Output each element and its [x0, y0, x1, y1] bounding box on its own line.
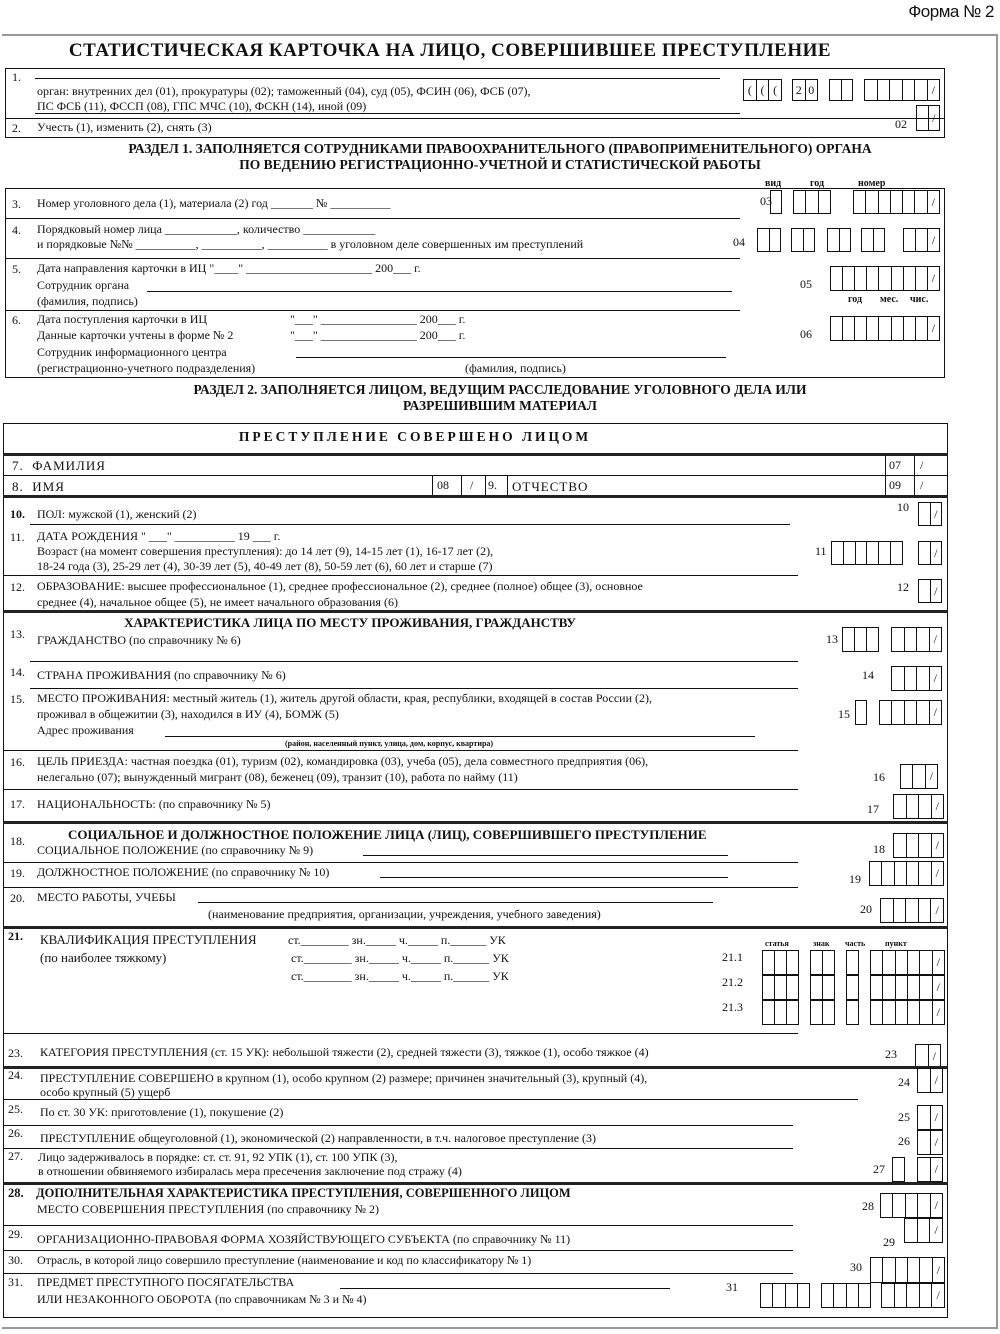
field-28-text1: ДОПОЛНИТЕЛЬНАЯ ХАРАКТЕРИСТИКА ПРЕСТУПЛЕНИЯ, СОВЕРШЕННОГО ЛИЦОМ [36, 1186, 571, 1200]
field-26-text: ПРЕСТУПЛЕНИЕ общеуголовной (1), экономической (2) направленности, в т.ч. налоговое преступление (3) [40, 1131, 597, 1145]
field-30-text: Отрасль, в которой лицо совершило преступление (наименование и код по классификатору № 1) [37, 1253, 532, 1267]
field-23-cells[interactable]: / [915, 1044, 941, 1068]
divider [30, 688, 798, 689]
field-8-code: 08 [437, 478, 449, 492]
field-13-num: 13. [10, 627, 25, 641]
field-30-code: 30 [850, 1260, 862, 1274]
field-11-text2: Возраст (на момент совершения преступления): до 14 лет (9), 14-15 лет (1), 16-17 лет (2), [37, 544, 494, 558]
field-1-code-a[interactable] [829, 79, 853, 101]
section-2-line1: РАЗДЕЛ 2. ЗАПОЛНЯЕТСЯ ЛИЦОМ, ВЕДУЩИМ РАССЛЕДОВАНИЕ УГОЛОВНОГО ДЕЛА ИЛИ [193, 382, 807, 397]
divider [5, 310, 740, 311]
field-19-num: 19. [10, 866, 25, 880]
divider [3, 750, 798, 751]
divider [3, 610, 948, 613]
divider [3, 1148, 793, 1149]
field-27-cells-a[interactable] [892, 1157, 905, 1182]
field-10-cells[interactable]: / [918, 502, 942, 526]
divider [3, 1273, 793, 1274]
field-11-num: 11. [10, 530, 25, 544]
field-5-text2: Сотрудник органа [37, 278, 130, 292]
field-21-text1: КВАЛИФИКАЦИЯ ПРЕСТУПЛЕНИЯ [40, 932, 257, 947]
field-15-cells-b[interactable]: / [879, 700, 942, 725]
field-25-cells[interactable]: / [917, 1105, 943, 1130]
field-24-text2: особо крупный (5) ущерб [40, 1085, 171, 1099]
field-14-num: 14. [10, 665, 25, 679]
field-2-text: Учесть (1), изменить (2), снять (3) [37, 120, 212, 134]
field-10-code: 10 [897, 500, 909, 514]
field-27-cells-b[interactable]: / [917, 1157, 943, 1182]
divider [5, 258, 740, 259]
section-1-line1: РАЗДЕЛ 1. ЗАПОЛНЯЕТСЯ СОТРУДНИКАМИ ПРАВООХРАНИТЕЛЬНОГО (ПРАВОПРИМЕНИТЕЛЬНОГО) ОРГАНА [128, 141, 872, 156]
field-4-cells-5[interactable]: / [903, 228, 940, 252]
field-12-code: 12 [897, 580, 909, 594]
field-19-input[interactable] [380, 877, 728, 878]
field-6-text1: Дата поступления карточки в ИЦ [37, 312, 208, 326]
field-12-text2: среднее (4), начальное общее (5), не имеет начального образования (6) [37, 595, 398, 609]
field-18-num: 18. [10, 834, 25, 848]
field-7-input[interactable]: / [920, 458, 924, 472]
field-17-text: НАЦИОНАЛЬНОСТЬ: (по справочнику № 5) [37, 797, 271, 811]
divider [3, 789, 798, 790]
field-17-num: 17. [10, 797, 25, 811]
field-15-hint: (район, населенный пункт, улица, дом, корпус, квартира) [285, 739, 494, 748]
field-11-age-cells[interactable]: / [918, 541, 942, 565]
field-21-article-2[interactable]: ст.________ зн._____ ч._____ п.______ УК [291, 951, 509, 965]
field-19-text: ДОЛЖНОСТНОЕ ПОЛОЖЕНИЕ (по справочнику № 10) [37, 865, 330, 879]
field-15-text2: проживал в общежитии (3), находился в ИУ (4), БОМЖ (5) [37, 707, 339, 721]
f5-caption-year: год [848, 294, 863, 305]
row-21-1-label: 21.1 [722, 950, 743, 964]
divider [3, 887, 798, 888]
field-2-cells[interactable]: / [916, 105, 940, 131]
field-7: 7. ФАМИЛИЯ [12, 458, 106, 473]
field-15-cells-a[interactable] [855, 700, 867, 725]
field-20-cells[interactable]: / [880, 898, 944, 923]
field-16-num: 16. [10, 755, 25, 769]
field-9-code: 09 [889, 478, 901, 492]
f3-header-type: вид [765, 178, 782, 189]
field-12-num: 12. [10, 580, 25, 594]
divider [3, 821, 948, 824]
field-9-label: ОТЧЕСТВО [512, 479, 589, 494]
field-30-cells[interactable]: / [870, 1257, 945, 1283]
field-18-code: 18 [873, 842, 885, 856]
divider [3, 926, 948, 929]
field-4-cells-4[interactable] [861, 228, 885, 252]
person-header: ПРЕСТУПЛЕНИЕ СОВЕРШЕНО ЛИЦОМ [238, 429, 592, 444]
divider [3, 1225, 793, 1226]
field-2-num: 2. [12, 121, 21, 135]
field-18-input[interactable] [363, 855, 728, 856]
field-11-text3: 18-24 года (3), 25-29 лет (4), 30-39 лет (5), 40-49 лет (8), 50-59 лет (6), 60 лет и старше (7) [37, 559, 493, 573]
field-3-code: 03 [760, 194, 772, 208]
row-21-2-article-cells[interactable] [762, 975, 799, 1000]
divider [30, 661, 798, 662]
field-6-text2: Данные карточки учтены в форме № 2 [37, 328, 234, 342]
field-18-text: СОЦИАЛЬНОЕ ПОЛОЖЕНИЕ (по справочнику № 9) [37, 843, 314, 857]
field-28-num: 28. [8, 1186, 24, 1200]
field-12-text1: ОБРАЗОВАНИЕ: высшее профессиональное (1), среднее профессиональное (2), среднее (полное) общее (3), основное [37, 579, 643, 593]
field-6-employee-input[interactable] [296, 357, 726, 358]
field-16-text1: ЦЕЛЬ ПРИЕЗДА: частная поездка (01), туризм (02), командировка (03), учеба (05), дела совместного предприятия (06), [37, 754, 649, 768]
field-15-num: 15. [10, 692, 25, 706]
field-27-num: 27. [8, 1149, 23, 1163]
field-30-num: 30. [8, 1253, 23, 1267]
field-15-code: 15 [838, 707, 850, 721]
row-21-1-point-cells[interactable]: / [870, 950, 945, 975]
field-11-code: 11 [815, 544, 827, 558]
field-25-text: По ст. 30 УК: приготовление (1), покушение (2) [40, 1105, 284, 1119]
field-21-num: 21. [8, 929, 23, 943]
field-15-text1: МЕСТО ПРОЖИВАНИЯ: местный житель (1), житель другой области, края, республики, входящей в состав России (2), [37, 691, 652, 705]
row-21-3-sign-cells[interactable] [810, 1000, 835, 1025]
field-25-code: 25 [898, 1110, 910, 1124]
row-21-2-point-cells[interactable]: / [870, 975, 945, 1000]
field-15-address-input[interactable] [165, 736, 755, 737]
field-4-cells-3[interactable] [827, 228, 851, 252]
f21-header-part: часть [845, 939, 866, 948]
field-17-cells[interactable]: / [893, 794, 944, 819]
f5-caption-day: чис. [910, 294, 929, 305]
field-21-article-1[interactable]: ст.________ зн._____ ч._____ п.______ УК [288, 933, 506, 947]
field-24-code: 24 [898, 1075, 910, 1089]
f3-header-number: номер [858, 178, 886, 189]
row-21-1-article-cells[interactable] [762, 950, 799, 975]
field-1-code-year[interactable]: 2 0 [792, 79, 818, 101]
field-26-cells[interactable]: / [917, 1130, 943, 1155]
field-24-text1: ПРЕСТУПЛЕНИЕ СОВЕРШЕНО в крупном (1), особо крупном (2) размере; причинен значительный (3), крупный (4), [40, 1071, 648, 1085]
field-5-num: 5. [12, 262, 21, 276]
divider [3, 862, 798, 863]
field-11-text1[interactable]: ДАТА РОЖДЕНИЯ " ___" __________ 19 ___ г. [37, 529, 281, 543]
subheader-residence: ХАРАКТЕРИСТИКА ЛИЦА ПО МЕСТУ ПРОЖИВАНИЯ, ГРАЖДАНСТВУ [124, 615, 576, 630]
field-14-code: 14 [862, 668, 874, 682]
divider [5, 118, 945, 119]
row-21-3-part-cells[interactable] [846, 1000, 859, 1025]
field-15-text3: Адрес проживания [37, 723, 134, 737]
field-20-text: МЕСТО РАБОТЫ, УЧЕБЫ [37, 890, 176, 904]
field-16-cells[interactable]: / [900, 764, 938, 789]
row-21-1-sign-cells[interactable] [810, 950, 835, 975]
section-1-line2: ПО ВЕДЕНИЮ РЕГИСТРАЦИОННО-УЧЕТНОЙ И СТАТИСТИЧЕСКОЙ РАБОТЫ [239, 157, 761, 172]
row-21-3-label: 21.3 [722, 1000, 743, 1014]
field-5-code: 05 [800, 277, 812, 291]
field-31-text2: ИЛИ НЕЗАКОННОГО ОБОРОТА (по справочникам № 3 и № 4) [37, 1292, 367, 1306]
field-6-date1[interactable]: "___" ________________ 200___ г. [290, 312, 466, 326]
row-21-1-part-cells[interactable] [846, 950, 859, 975]
field-3-text: Номер уголовного дела (1), материала (2) год _______ № __________ [37, 196, 391, 210]
field-1-code-b[interactable]: / [864, 79, 940, 101]
field-20-input[interactable] [198, 902, 713, 903]
f21-header-point: пункт [885, 939, 907, 948]
subheader-social: СОЦИАЛЬНОЕ И ДОЛЖНОСТНОЕ ПОЛОЖЕНИЕ ЛИЦА (ЛИЦ), СОВЕРШИВШЕГО ПРЕСТУПЛЕНИЕ [68, 827, 707, 842]
field-4-num: 4. [12, 223, 21, 237]
field-31-text1: ПРЕДМЕТ ПРЕСТУПНОГО ПОСЯГАТЕЛЬСТВА [37, 1275, 295, 1289]
field-23-code: 23 [885, 1047, 897, 1061]
field-31-cells-c[interactable]: / [881, 1283, 945, 1308]
row-21-2-label: 21.2 [722, 975, 743, 989]
field-28-text2: МЕСТО СОВЕРШЕНИЯ ПРЕСТУПЛЕНИЯ (по справочнику № 2) [37, 1202, 380, 1216]
field-1-code-organ[interactable]: ( ( ( [743, 79, 782, 101]
divider [3, 495, 948, 498]
divider [3, 1250, 793, 1251]
field-2-code: 02 [895, 117, 907, 131]
field-21-text2: (по наиболее тяжкому) [40, 950, 167, 965]
field-20-code: 20 [860, 902, 872, 916]
field-1-underline [35, 113, 740, 114]
field-31-num: 31. [8, 1275, 23, 1289]
document-title: СТАТИСТИЧЕСКАЯ КАРТОЧКА НА ЛИЦО, СОВЕРШИВШЕЕ ПРЕСТУПЛЕНИЕ [68, 40, 832, 61]
field-19-code: 19 [849, 872, 861, 886]
row-21-2-part-cells[interactable] [846, 975, 859, 1000]
field-24-num: 24. [8, 1068, 23, 1082]
field-6-num: 6. [12, 313, 21, 327]
divider [3, 1182, 948, 1185]
field-5-date-cells[interactable]: / [830, 266, 940, 291]
field-6-text4: (регистрационно-учетного подразделения) [37, 361, 256, 375]
field-14-cells[interactable]: / [891, 666, 942, 691]
field-29-code: 29 [883, 1235, 895, 1249]
field-6-text5: (фамилия, подпись) [465, 361, 566, 375]
form-number: Форма № 2 [908, 2, 994, 21]
field-25-num: 25. [8, 1102, 23, 1116]
section-2-line2: РАЗРЕШИВШИМ МАТЕРИАЛ [403, 398, 597, 413]
field-26-code: 26 [898, 1134, 910, 1148]
f5-caption-month: мес. [880, 294, 899, 305]
field-3-num: 3. [12, 197, 21, 211]
f3-header-year: год [810, 178, 825, 189]
divider [3, 1099, 858, 1100]
field-5-text1: Дата направления карточки в ИЦ "____" _____________________ 200___ г. [37, 261, 421, 275]
field-14-text: СТРАНА ПРОЖИВАНИЯ (по справочнику № 6) [37, 668, 286, 682]
field-20-hint: (наименование предприятия, организации, учреждения, учебного заведения) [208, 907, 601, 921]
field-1-text1: орган: внутренних дел (01), прокуратуры (02); таможенный (04), суд (05), ФСИН (06), ФСБ (07), [37, 84, 531, 98]
field-20-num: 20. [10, 891, 25, 905]
field-26-num: 26. [8, 1126, 23, 1140]
field-24-cells[interactable]: / [917, 1068, 943, 1093]
page-frame-right [996, 34, 998, 1329]
field-17-code: 17 [867, 802, 879, 816]
field-13-text: ГРАЖДАНСТВО (по справочнику № 6) [37, 633, 241, 647]
divider [3, 575, 798, 576]
field-8-input[interactable]: / [470, 478, 474, 492]
field-4-code: 04 [733, 235, 745, 249]
field-3-cells-type[interactable] [770, 190, 782, 214]
field-12-cells[interactable]: / [918, 579, 942, 603]
divider [5, 218, 740, 219]
field-1-text2: ПС ФСБ (11), ФССП (08), ГПС МЧС (10), ФСКН (14), иной (09) [37, 99, 367, 113]
field-27-code: 27 [873, 1162, 885, 1176]
field-16-text2: нелегально (07); вынужденный мигрант (08), беженец (09), транзит (10), работа по найму (11) [37, 770, 518, 784]
field-4-text2: и порядковые №№ __________, __________, __________ в уголовном деле совершенных им преступлений [37, 237, 584, 251]
field-6-text3: Сотрудник информационного центра [37, 345, 227, 359]
row-21-3-point-cells[interactable]: / [870, 1000, 945, 1025]
field-3-cells-year[interactable] [793, 190, 831, 214]
field-29-num: 29. [8, 1227, 23, 1241]
field-28-cells[interactable]: / [880, 1193, 943, 1218]
divider [30, 524, 790, 525]
field-27-text2: в отношении обвиняемого избиралась мера пресечения заключение под стражу (4) [38, 1164, 462, 1178]
field-29-cells[interactable]: / [904, 1218, 943, 1243]
field-27-text1: Лицо задерживалось в порядке: ст. ст. 91, 92 УПК (1), ст. 100 УПК (3), [38, 1150, 398, 1164]
field-1-num: 1. [12, 70, 21, 84]
field-6-date2[interactable]: "___" ________________ 200___ г. [290, 328, 466, 342]
f21-header-sign: знак [813, 939, 830, 948]
divider [3, 475, 948, 476]
field-5-text3: (фамилия, подпись) [37, 294, 138, 308]
field-4-cells-2[interactable] [791, 228, 815, 252]
field-7-code: 07 [889, 458, 901, 472]
field-10-text: ПОЛ: мужской (1), женский (2) [37, 507, 197, 521]
field-21-article-3[interactable]: ст.________ зн._____ ч._____ п.______ УК [291, 969, 509, 983]
field-23-text: КАТЕГОРИЯ ПРЕСТУПЛЕНИЯ (ст. 15 УК): небольшой тяжести (2), средней тяжести (3), тяжкое (1), особо тяжкое (4) [40, 1045, 649, 1059]
field-4-text1: Порядковый номер лица ____________, количество ____________ [37, 222, 376, 236]
field-9-input[interactable]: / [920, 478, 924, 492]
field-3-cells-number[interactable]: / [853, 190, 940, 214]
field-28-code: 28 [862, 1199, 874, 1213]
row-21-2-sign-cells[interactable] [810, 975, 835, 1000]
divider [3, 1066, 948, 1069]
field-5-employee-input[interactable] [147, 291, 732, 292]
field-29-text: ОРГАНИЗАЦИОННО-ПРАВОВАЯ ФОРМА ХОЗЯЙСТВУЮЩЕГО СУБЪЕКТА (по справочнику № 11) [37, 1232, 571, 1246]
field-13-cells-b[interactable]: / [891, 627, 942, 652]
field-31-code: 31 [726, 1280, 738, 1294]
field-13-cells-a[interactable] [842, 627, 879, 652]
row-21-3-article-cells[interactable] [762, 1000, 799, 1025]
field-10-num: 10. [10, 507, 25, 521]
field-18-cells[interactable]: / [893, 833, 944, 858]
field-31-cells-b[interactable] [821, 1283, 871, 1308]
field-23-num: 23. [8, 1046, 23, 1060]
field-6-code: 06 [800, 327, 812, 341]
field-1-input[interactable] [35, 78, 720, 79]
f21-header-article: статья [765, 939, 789, 948]
divider [3, 453, 948, 456]
field-16-code: 16 [873, 770, 885, 784]
divider [3, 1125, 793, 1126]
field-8: 8. ИМЯ [12, 479, 65, 494]
divider [3, 1033, 798, 1034]
field-13-code: 13 [826, 632, 838, 646]
field-19-cells[interactable]: / [869, 861, 944, 886]
field-31-cells-a[interactable] [760, 1283, 810, 1308]
field-31-input[interactable] [340, 1288, 670, 1289]
field-9-num: 9. [488, 478, 497, 492]
field-11-date-cells[interactable] [831, 541, 903, 565]
field-4-cells-1[interactable] [757, 228, 781, 252]
field-6-date-cells[interactable]: / [830, 316, 940, 341]
